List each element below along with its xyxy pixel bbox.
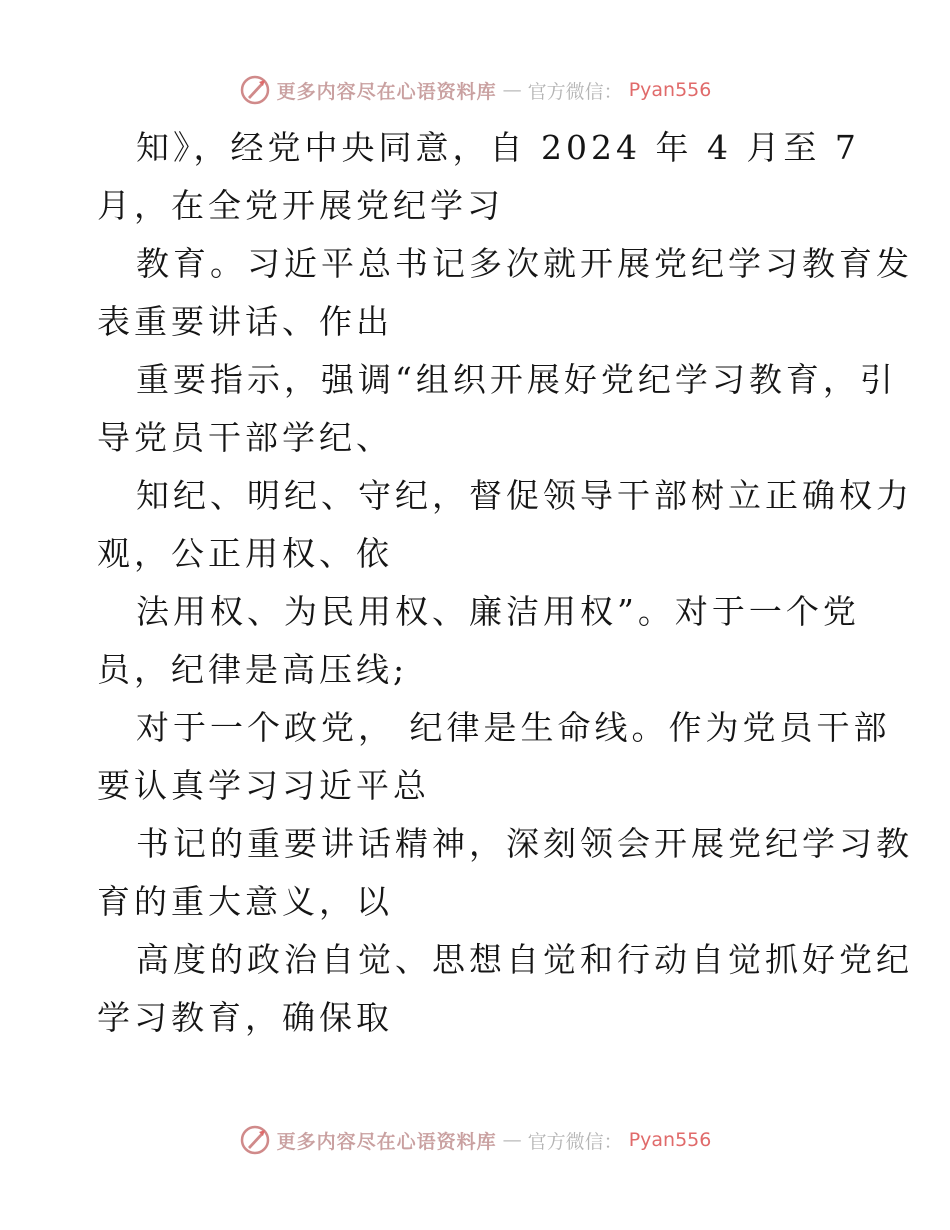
watermark-contact-id: Pyan556	[628, 79, 712, 101]
body-line: 重要指示，强调“组织开展好党纪学习教育，引	[136, 360, 897, 399]
watermark-contact-label: 官方微信：	[527, 80, 623, 103]
body-line: 导党员干部学纪、	[97, 418, 393, 457]
watermark-text: 更多内容尽在心语资料库	[276, 80, 497, 103]
watermark-contact-label: 官方微信：	[527, 1130, 623, 1153]
quill-logo-icon	[239, 74, 271, 106]
body-line: 月，在全党开展党纪学习	[97, 186, 504, 225]
watermark-dash: —	[502, 1129, 522, 1151]
watermark-text: 更多内容尽在心语资料库	[276, 1130, 497, 1153]
body-line: 要认真学习习近平总	[97, 766, 430, 805]
body-line: 知》，经党中央同意，自 2024 年 4 月至 7	[136, 128, 860, 167]
body-line: 学习教育，确保取	[97, 998, 393, 1037]
quill-logo-icon	[239, 1124, 271, 1156]
body-line: 表重要讲话、作出	[97, 302, 393, 341]
footer-watermark	[0, 1120, 950, 1160]
body-line: 高度的政治自觉、思想自觉和行动自觉抓好党纪	[136, 940, 913, 979]
body-line: 观，公正用权、依	[97, 534, 393, 573]
watermark-contact-id: Pyan556	[628, 1129, 712, 1151]
watermark-dash: —	[502, 79, 522, 101]
body-line: 知纪、明纪、守纪，督促领导干部树立正确权力	[136, 476, 913, 515]
body-line: 书记的重要讲话精神，深刻领会开展党纪学习教	[136, 824, 913, 863]
body-line: 员，纪律是高压线;	[97, 650, 409, 689]
header-watermark	[0, 70, 950, 110]
body-line: 对于一个政党， 纪律是生命线。作为党员干部	[136, 708, 891, 747]
body-line: 法用权、为民用权、廉洁用权”。对于一个党	[136, 592, 860, 631]
body-line: 育的重大意义，以	[97, 882, 393, 921]
body-line: 教育。习近平总书记多次就开展党纪学习教育发	[136, 244, 913, 283]
